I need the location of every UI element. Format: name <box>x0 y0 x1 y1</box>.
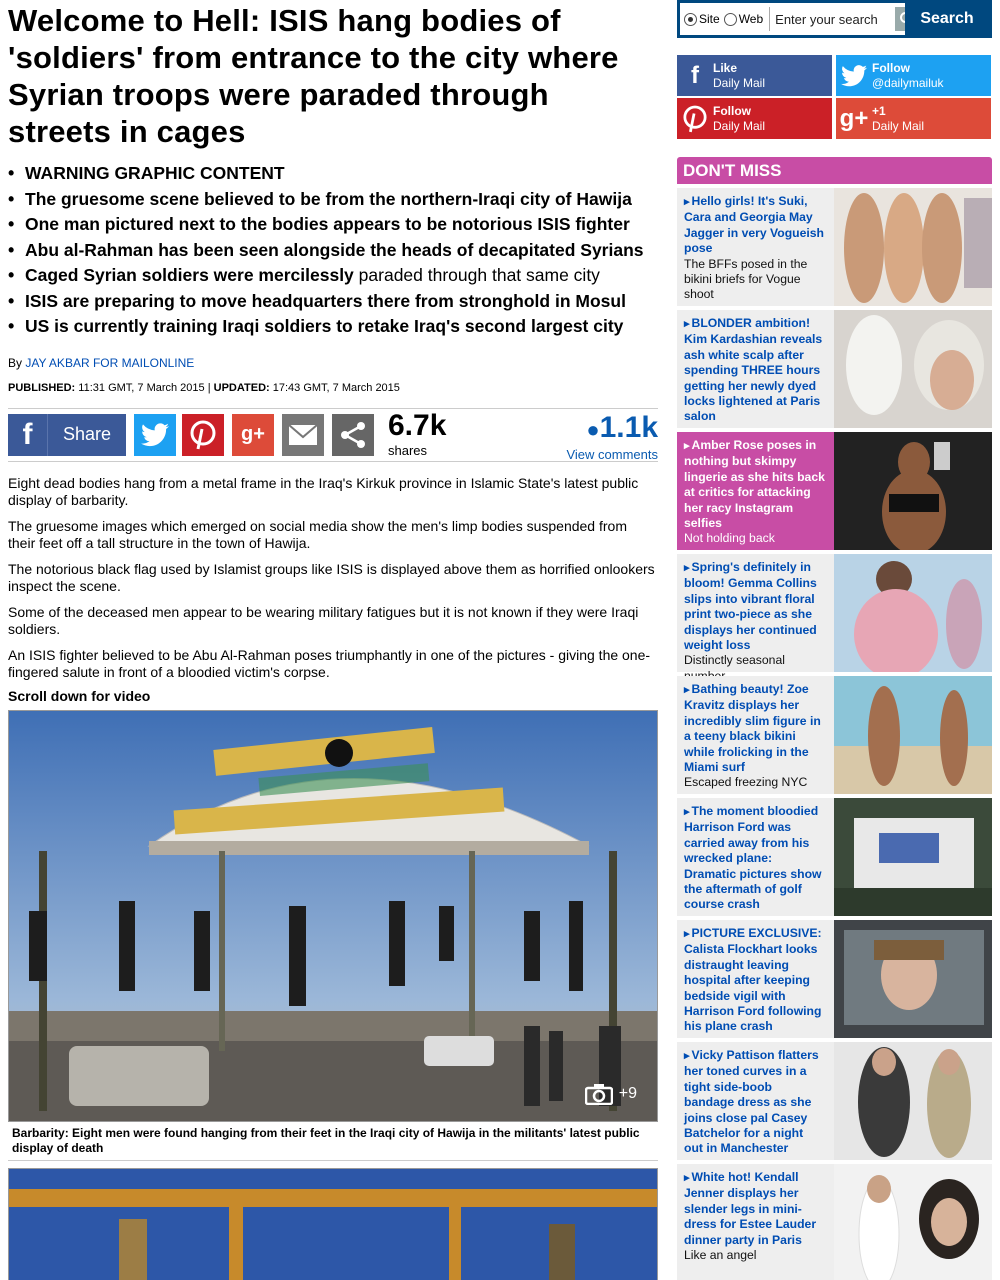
second-photo-image <box>9 1169 658 1280</box>
hawija-gate-image <box>9 711 658 1122</box>
published-date: 11:31 GMT, 7 March 2015 <box>78 381 205 394</box>
dont-miss-item[interactable] <box>677 1042 992 1160</box>
twitter-icon <box>141 423 169 447</box>
scroll-down-label: Scroll down for video <box>8 687 151 704</box>
dont-miss-item[interactable] <box>677 188 992 306</box>
shares-number: 6.7k <box>388 408 447 442</box>
sidebar <box>677 0 992 1263</box>
dont-miss-subtitle: Like an angel <box>684 1248 757 1263</box>
share-nodes-icon <box>339 421 367 449</box>
web-radio-label: Web <box>738 12 764 26</box>
dont-miss-title[interactable]: ▸ Vicky Pattison flatters her toned curves in a tight side-boob bandage dress as she joins close pal Casey Batchelor for a night out in Manchester <box>684 1048 819 1155</box>
date-separator: | <box>207 381 211 394</box>
bullet-item <box>8 263 658 289</box>
article-paragraph: The notorious black flag used by Islamist groups like ISIS is displayed above them as horrified onlookers inspect the scene. <box>8 560 655 594</box>
googleplus-button[interactable] <box>836 98 991 139</box>
googleplus-action: +1 <box>872 103 886 118</box>
comments-count[interactable] <box>566 411 658 462</box>
view-comments-link[interactable]: View comments <box>566 446 658 462</box>
bullet-text: Caged Syrian soldiers were mercilessly <box>25 265 354 285</box>
dont-miss-thumbnail[interactable] <box>834 432 992 550</box>
twitter-icon <box>836 55 872 96</box>
dont-miss-item[interactable] <box>677 676 992 794</box>
dont-miss-subtitle: Distinctly seasonal <box>684 653 785 668</box>
more-share-button[interactable] <box>332 414 374 456</box>
twitter-action: Follow <box>872 60 910 75</box>
dont-miss-item[interactable] <box>677 310 992 428</box>
published-label: PUBLISHED: <box>8 381 76 394</box>
bullet-item: • One man pictured next to the bodies appears to be notorious ISIS fighter <box>8 212 658 238</box>
dont-miss-subtitle: The BFFs posed in the bikini briefs for Vogue shoot <box>684 256 808 302</box>
dont-miss-item[interactable] <box>677 432 992 550</box>
dont-miss-title[interactable]: ▸ Amber Rose poses in nothing but skimpy lingerie as she hits back at critics for attacking her racy Instagram selfies <box>684 438 825 530</box>
radio-selected-icon <box>684 13 697 26</box>
web-radio[interactable] <box>724 12 763 26</box>
share-bar <box>8 408 658 462</box>
dont-miss-title[interactable]: ▸ White hot! Kendall Jenner displays her slender legs in mini-dress for Estee Lauder dinner party in Paris <box>684 1170 816 1247</box>
share-label: Share <box>62 424 112 444</box>
bullet-item: • Abu al-Rahman has been seen alongside the heads of decapitated Syrians <box>8 238 658 264</box>
pinterest-action: Follow <box>713 103 751 118</box>
article-bullets <box>8 161 658 340</box>
googleplus-share-button[interactable] <box>232 414 274 456</box>
dont-miss-title[interactable]: ▸ Hello girls! It's Suki, Cara and Georgia May Jagger in very Voguеish pose <box>684 194 824 255</box>
dont-miss-thumbnail[interactable] <box>834 676 992 794</box>
site-radio[interactable] <box>684 12 720 26</box>
article-photo[interactable] <box>8 1168 658 1280</box>
dont-miss-thumbnail[interactable] <box>834 1164 992 1280</box>
dont-miss-item[interactable] <box>677 920 992 1038</box>
author-link[interactable]: JAY AKBAR FOR MAILONLINE <box>25 355 195 370</box>
dont-miss-thumbnail[interactable] <box>834 1042 992 1160</box>
facebook-icon: f <box>8 414 48 456</box>
facebook-action: Like <box>713 60 738 75</box>
bullet-item: • WARNING GRAPHIC CONTENT <box>8 161 658 187</box>
byline-prefix: By <box>8 355 23 370</box>
search-button[interactable]: Search <box>905 3 989 35</box>
article-photo[interactable] <box>8 710 658 1122</box>
twitter-share-button[interactable] <box>134 414 176 456</box>
camera-icon <box>585 1083 613 1105</box>
dont-miss-title[interactable]: ▸ BLONDER ambition! Kim Kardashian reveals ash white scalp after spending THREE hours getting her newly dyed locks lightened at Paris salon <box>684 316 822 423</box>
gallery-count: +9 <box>618 1084 637 1102</box>
facebook-share-button[interactable] <box>8 414 126 456</box>
dont-miss-thumbnail[interactable] <box>834 554 992 672</box>
facebook-like-button[interactable] <box>677 55 832 96</box>
googleplus-icon: g+ <box>241 423 265 445</box>
pinterest-icon <box>190 420 216 450</box>
dont-miss-title[interactable]: ▸ PICTURE EXCLUSIVE: Calista Flockhart looks distraught leaving hospital after keeping bedside vigil with Harrison Ford following his plane crash <box>684 926 822 1033</box>
facebook-icon: f <box>691 61 699 89</box>
gallery-count-badge[interactable] <box>585 1083 637 1105</box>
dont-miss-item[interactable] <box>677 554 992 672</box>
search-bar <box>677 0 992 38</box>
article-paragraph: Some of the deceased men appear to be wearing military fatigues but it is not known if they were Iraqi soldiers. <box>8 603 639 637</box>
dont-miss-subtitle: Not holding back <box>684 531 775 546</box>
bullet-item: • The gruesome scene believed to be from the northern-Iraqi city of Hawija <box>8 187 658 213</box>
pinterest-target: Daily Mail <box>713 118 766 133</box>
dont-miss-title[interactable]: ▸ Spring's definitely in bloom! Gemma Collins slips into vibrant floral print two-piece as she displays her continued weight loss <box>684 560 817 652</box>
facebook-target: Daily Mail <box>713 75 766 90</box>
bullet-item: • US is currently training Iraqi soldiers to retake Iraq's second largest city <box>8 314 658 340</box>
article-paragraph: The gruesome images which emerged on social media show the men's limp bodies suspended from their feet off a tall structure in the town of Hawija. <box>8 517 627 551</box>
envelope-icon <box>288 424 318 446</box>
pinterest-icon <box>677 98 713 139</box>
dont-miss-thumbnail[interactable] <box>834 798 992 916</box>
googleplus-icon: g+ <box>839 104 869 132</box>
radio-icon <box>724 13 737 26</box>
search-input[interactable] <box>769 7 893 31</box>
article-column <box>8 0 658 1280</box>
updated-date: 17:43 GMT, 7 March 2015 <box>272 381 400 394</box>
googleplus-target: Daily Mail <box>872 118 925 133</box>
share-count <box>388 409 446 458</box>
article-paragraph: An ISIS fighter believed to be Abu Al-Rahman poses triumphantly in one of the pictures - giving the one-fingered salute in front of a bloodied victim's corpse. <box>8 646 651 680</box>
bullet-item: • ISIS are preparing to move headquarters there from stronghold in Mosul <box>8 289 658 315</box>
site-radio-label: Site <box>699 12 720 26</box>
dont-miss-subtitle: Escaped freezing NYC <box>684 775 808 790</box>
article-headline: Welcome to Hell: ISIS hang bodies of 'soldiers' from entrance to the city where Syrian troops were paraded through streets in cages <box>8 3 619 149</box>
email-share-button[interactable] <box>282 414 324 456</box>
pinterest-share-button[interactable] <box>182 414 224 456</box>
dont-miss-item[interactable] <box>677 798 992 916</box>
dont-miss-header: DON'T MISS <box>677 157 992 184</box>
shares-label: shares <box>388 442 428 458</box>
dont-miss-thumbnail[interactable] <box>834 920 992 1038</box>
dont-miss-item[interactable] <box>677 1164 992 1280</box>
comments-number: 1.1k <box>599 410 658 444</box>
dont-miss-title[interactable]: ▸ The moment bloodied Harrison Ford was carried away from his wrecked plane: Dramatic pictures show the aftermath of golf course crash <box>684 804 822 911</box>
twitter-follow-button[interactable] <box>836 55 991 96</box>
updated-label: UPDATED: <box>213 381 270 394</box>
dont-miss-thumbnail[interactable] <box>834 188 992 306</box>
article-paragraph: Eight dead bodies hang from a metal frame in the Iraq's Kirkuk province in Islamic State's latest public display of barbarity. <box>8 474 639 508</box>
comment-bubble-icon: ● <box>586 416 600 442</box>
publish-dates <box>8 382 658 394</box>
dont-miss-title[interactable]: ▸ Bathing beauty! Zoe Kravitz displays her incredibly slim figure in a teeny black bikini while frolicking in the Miami surf <box>684 682 821 774</box>
bullet-text-light: paraded through that same city <box>358 265 600 285</box>
twitter-target: @dailymailuk <box>872 75 944 90</box>
dont-miss-thumbnail[interactable] <box>834 310 992 428</box>
byline <box>8 356 658 370</box>
photo-caption: Barbarity: Eight men were found hanging from their feet in the Iraqi city of Hawija in the militants' latest public display of death <box>8 1126 658 1161</box>
pinterest-follow-button[interactable] <box>677 98 832 139</box>
